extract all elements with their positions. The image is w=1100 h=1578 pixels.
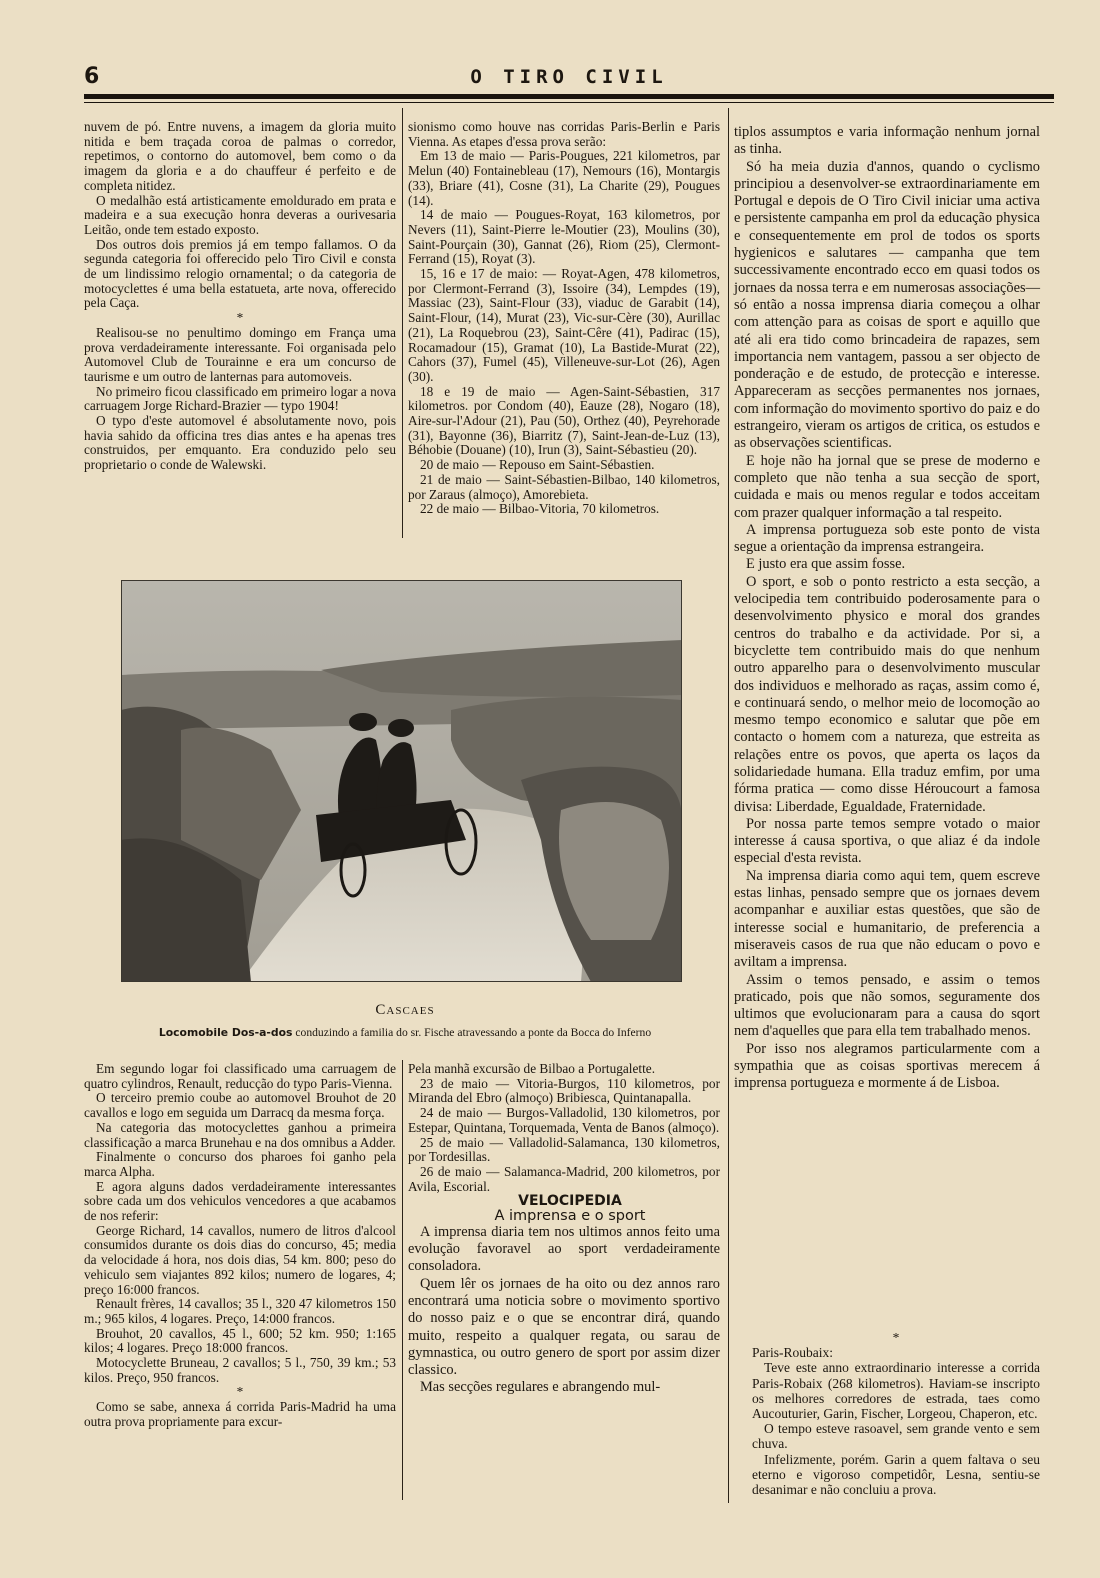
paragraph: 21 de maio — Saint-Sébastien-Bilbao, 140 kilometros, por Zaraus (almoço), Amorebieta. [408, 471, 720, 502]
publication-title: O TIRO CIVIL [470, 66, 668, 88]
photo-caption-title: Cascaes [375, 1002, 435, 1018]
paragraph: 25 de maio — Valladolid-Salamanca, 130 kilometros, por Tordesillas. [408, 1134, 720, 1165]
paragraph: Mas secções regulares e abrangendo mul- [420, 1379, 661, 1396]
column-3-bottom [752, 1330, 1040, 1497]
paragraph: A imprensa diaria tem nos ultimos annos feito uma evolução favoravel ao sport verdadeiramente consoladora. [408, 1223, 720, 1275]
header-rule-thick [84, 94, 1054, 99]
paragraph: sionismo como houve nas corridas Paris-Berlin e Paris Vienna. As etapes d'essa prova serão: [408, 119, 720, 149]
header-rule-thin [84, 102, 1054, 103]
paragraph: O sport, e sob o ponto restricto a esta secção, a velocipedia tem contribuido poderosamente para o desenvolvimento physico e moral dos grandes centros do trabalho e da actividade. Por si, a bicyclette tem contribuido mais do que nenhum outro apparelho para o desenvolvimento muscular dos individuos e melhorado as raças, assim como é, e continuará sendo, o melhor meio de locomoção ao mesmo tempo economico e salutar que põe em contacto o homem com a natureza, que estreita as relações entre os povos, que aperta os laços da solidariedade humana. Ella traduz emfim, por uma fórma pratica — como disse Héroucourt a famosa divisa: Liberdade, Egualdade, Fraternidade. [734, 573, 1040, 815]
paragraph: Quem lêr os jornaes de ha oito ou dez annos raro encontrará uma noticia sobre o movimento sportivo do nosso paiz e o que se encontrar dirá, quando muito, respeito a qualquer regata, ou sarau de gymnastica, ou outro genero de sport por assim dizer classico. [408, 1275, 720, 1379]
paragraph: 14 de maio — Pougues-Royat, 163 kilometros, por Nevers (11), Saint-Pierre le-Moutier (23), Moulins (30), Saint-Pourçain (30), Gannat (26), Riom (25), Clermont-Ferrand (15), Royat (3). [408, 207, 720, 267]
paragraph: nuvem de pó. Entre nuvens, a imagem da gloria muito nitida e bem traçada coroa de palmas o corredor, repetimos, o contorno do automovel, bem como o da imagem da gloria e a do chauffeur é perfeito e de completa nitidez. [84, 119, 396, 193]
paragraph: 26 de maio — Salamanca-Madrid, 200 kilometros, por Avila, Escorial. [408, 1163, 720, 1194]
separator-asterisk: * [236, 1384, 244, 1400]
column-1-bottom [84, 1062, 396, 1430]
page-number: 6 [84, 64, 100, 89]
column-divider [402, 1060, 403, 1500]
photo-illustration [121, 580, 682, 982]
paragraph: 24 de maio — Burgos-Valladolid, 130 kilometros, por Estepar, Quintana, Torquemada, Venta de Banos (almoço). [408, 1105, 720, 1135]
running-header [84, 64, 1054, 90]
paragraph: 18 e 19 de maio — Agen-Saint-Sébastien, 317 kilometros. por Condom (40), Eauze (28), Nogaro (18), Aire-sur-l'Adour (21), Pau (50), Orthez (40), Peyrehorade (31), Bayonne (36), Biarritz (7), Saint-Jean-de-Luz (13), Béhobie (Douane) (10), Irun (3), Saint-Sébastieu (20). [408, 383, 720, 458]
column-1-top [84, 120, 396, 473]
section-label: Paris-Roubaix: [752, 1345, 833, 1361]
paragraph: Teve este anno extraordinario interesse a corrida Paris-Robaix (268 kilometros). Haviam-se inscripto os melhores corredores de estrada, taes como Aucouturier, Garin, Fischer, Lorgeou, Chaperon, etc. [752, 1360, 1040, 1422]
paragraph: E justo era que assim fosse. [746, 556, 906, 573]
paragraph: Renault frères, 14 cavallos; 35 l., 320 47 kilometros 150 m.; 965 kilos, 4 logares. Preço, 14:000 francos. [84, 1296, 396, 1326]
paragraph: Por isso nos alegramos particularmente com a sympathia que as coisas sportivas merecem á imprensa portugueza e mormente á de Lisboa. [734, 1040, 1040, 1092]
paragraph: Na categoria das motocyclettes ganhou a primeira classificação a marca Brunehau e na dos omnibus a Adder. [84, 1119, 396, 1150]
paragraph: 23 de maio — Vitoria-Burgos, 110 kilometros, por Miranda del Ebro (almoço) Bribiesca, Quintanapalla. [408, 1075, 720, 1106]
photo-caption-text: conduzindo a familia do sr. Fische atravessando a ponte da Bocca do Inferno [295, 1026, 652, 1039]
column-divider [728, 108, 729, 1503]
paragraph: Em 13 de maio — Paris-Pougues, 221 kilometros, par Melun (40) Fontainebleau (17), Nemours (16), Montargis (33), Briare (41), Cosne (31), La Charite (29), Pougues (14). [408, 148, 720, 208]
paragraph: O typo d'este automovel é absolutamente novo, pois havia sahido da officina tres dias antes e ha apenas tres construidos, per emquanto. Era conduzido pelo seu proprietario o conde de Walewski. [84, 413, 396, 473]
paragraph: O terceiro premio coube ao automovel Brouhot de 20 cavallos e logo em seguida um Darracq da mesma força. [84, 1090, 396, 1121]
article-title: A imprensa e o sport [494, 1208, 646, 1225]
paragraph: Como se sabe, annexa á corrida Paris-Madrid ha uma outra prova propriamente para excur- [84, 1399, 396, 1429]
paragraph: Dos outros dois premios já em tempo fallamos. O da segunda categoria foi offerecido pelo Tiro Civil e consta de um lindissimo relogio ornamental; o da categoria de motocyclettes é uma bella estatueta, arte nova, offerecido pela Caça. [84, 236, 396, 311]
paragraph: O tempo esteve rasoavel, sem grande vento e sem chuva. [752, 1421, 1040, 1452]
column-2-top [408, 120, 720, 517]
paragraph: Pela manhã excursão de Bilbao a Portugalette. [408, 1061, 656, 1076]
photograph-locomobile [121, 580, 682, 982]
paragraph: 20 de maio — Repouso em Saint-Sébastien. [420, 457, 655, 473]
paragraph: Assim o temos pensado, e assim o temos praticado, pois que não somos, seguramente dos ultimos que evolucionaram para a causa do sqort nem d'aquelles que para ella tem trabalhado menos. [734, 971, 1040, 1040]
column-divider [402, 108, 403, 538]
paragraph: Brouhot, 20 cavallos, 45 l., 600; 52 km. 950; 1:165 kilos; 4 logares. Preço 18:000 francos. [84, 1325, 396, 1356]
paragraph: Na imprensa diaria como aqui tem, quem escreve estas linhas, pensado sempre que os jornaes devem acompanhar e auxiliar estas questões, que são de interesse social e humanitario, de preferencia a miseraveis casos de rua que não educam o povo e aviltam a imprensa. [734, 867, 1040, 971]
paragraph: 22 de maio — Bilbao-Vitoria, 70 kilometros. [420, 501, 660, 517]
paragraph: George Richard, 14 cavallos, numero de litros d'alcool consumidos durante os dois dias do concurso, 45; media da velocidade á hora, nos dois dias, 54 km. 800; peso do vehiculo sem viajantes 892 kilos; numero de logares, 4; preço 16:000 francos. [84, 1222, 396, 1297]
paragraph: Realisou-se no penultimo domingo em França uma prova verdadeiramente interessante. Foi organisada pelo Automovel Club de Tourainne e era um concurso de taurisme e um outro de lanternas para automoveis. [84, 324, 396, 384]
paragraph: Infelizmente, porém. Garin a quem faltava o seu eterno e vigoroso competidôr, Lesna, sentiu-se desanimar e não concluiu a prova. [752, 1451, 1040, 1498]
photo-caption [84, 1026, 726, 1039]
paragraph: E hoje não ha jornal que se prese de moderno e completo que não tenha a sua secção de sport, cuidada e mais ou menos regular e todos acceitam com prazer qualquer informação a tal respeito. [734, 452, 1040, 521]
section-title: VELOCIPEDIA [518, 1193, 622, 1210]
separator-asterisk: * [892, 1330, 900, 1345]
paragraph: tiplos assumptos e varia informação nenhum jornal as tinha. [734, 124, 1040, 158]
separator-asterisk: * [236, 310, 244, 326]
paragraph: Por nossa parte temos sempre votado o maior interesse á causa sportiva, o que aliaz é da indole especial d'esta revista. [734, 815, 1040, 867]
photo-caption-brand: Locomobile Dos-a-dos [158, 1026, 293, 1039]
paragraph: O medalhão está artisticamente emoldurado em prata e madeira e a sua execução honra deveras a ourivesaria Leitão, onde tem estado exposto. [84, 192, 396, 237]
paragraph: E agora alguns dados verdadeiramente interessantes sobre cada um dos vehiculos vencedores a que acabamos de nos referir: [84, 1178, 396, 1224]
article-body [408, 1224, 720, 1397]
paragraph: A imprensa portugueza sob este ponto de vista segue a orientação da imprensa estrangeira. [734, 521, 1040, 556]
paragraph: Só ha meia duzia d'annos, quando o cyclismo principiou a desenvolver-se extraordinariamente em Portugal e depois de O Tiro Civil iniciar uma activa e persistente campanha em prol da educação physica e consequentemente em prol de todos os sports hygienicos e salutares — campanha que tem successivamente encontrado ecco em quasi todos os jornaes da nossa terra e em numerosas associações—só então a nossa imprensa diaria começou a olhar com attenção para as coisas de sport e aquillo que até ali era tido como brincadeira de rapazes, sem importancia nem vantagem, passou a ser objecto de ponderação e de estudo, de protecção e interesse. Appareceram as secções permanentes nos jornaes, com informação do movimento sportivo do paiz e do estrangeiro, vieram os artigos de critica, os estudos e as observações scientificas. [734, 158, 1040, 452]
paragraph: 15, 16 e 17 de maio: — Royat-Agen, 478 kilometros, por Clermont-Ferrand (3), Issoire (34), Lempdes (19), Massiac (23), Saint-Flour (33), viaduc de Garabit (14), Saint-Flour, (14), Murat (23), Vic-sur-Cère (30), Aurillac (21), La Roquebrou (23), Saint-Cêre (41), Padirac (15), Rocamadour (15), Gramat (10), La Bastide-Murat (22), Cahors (37), Fumel (45), Villeneuve-sur-Lot (26), Agen (30). [408, 266, 720, 384]
paragraph: Finalmente o concurso dos pharoes foi ganho pela marca Alpha. [84, 1149, 396, 1179]
paragraph: Motocyclette Bruneau, 2 cavallos; 5 l., 750, 39 km.; 53 kilos. Preço, 950 francos. [84, 1355, 396, 1385]
paragraph: Em segundo logar foi classificado uma carruagem de quatro cylindros, Renault, reducção do typo Paris-Vienna. [84, 1061, 396, 1091]
column-3 [734, 124, 1040, 1093]
column-2-bottom [408, 1062, 720, 1397]
paragraph: No primeiro ficou classificado em primeiro logar a nova carruagem Jorge Richard-Brazier — typo 1904! [84, 383, 396, 414]
